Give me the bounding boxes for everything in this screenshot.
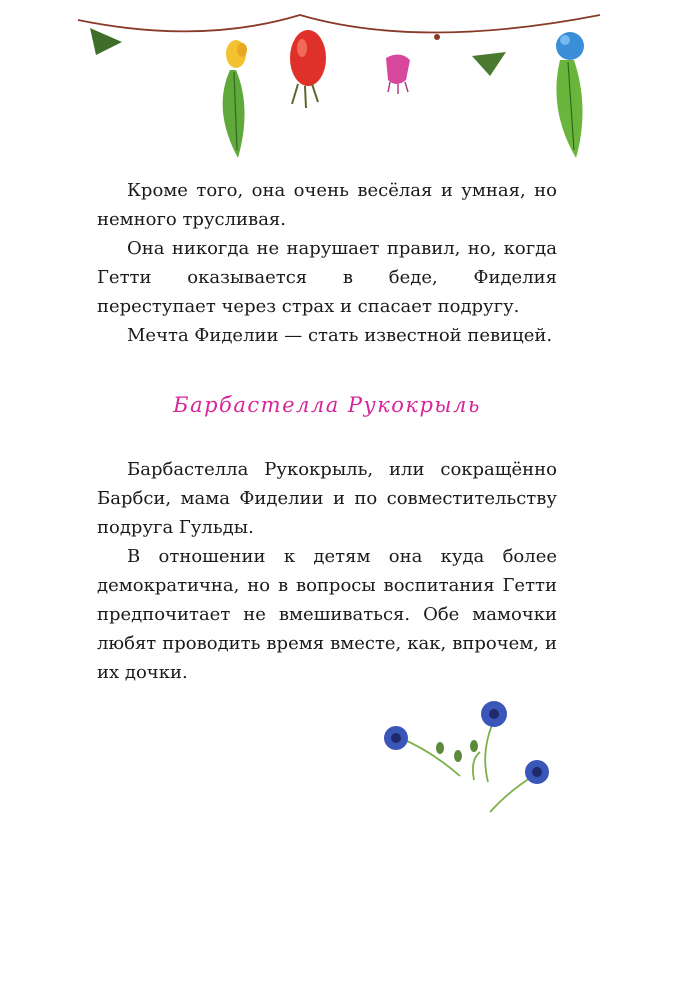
- cornflower-illustration: [370, 690, 570, 820]
- text-block-top: [97, 176, 557, 350]
- leaf-icon: [223, 70, 245, 158]
- rosehip-icon: [290, 30, 326, 86]
- paragraph: Барбастелла Рукокрыль, или сокращённо Барбси, мама Фиделии и по совместительству подруга Гульды.: [97, 459, 557, 538]
- paragraph: Мечта Фиделии — стать известной певицей.: [127, 325, 553, 346]
- leaf-flag-icon: [472, 52, 506, 76]
- cornflower-icon: [481, 701, 507, 727]
- cornflower-icon: [384, 726, 408, 750]
- bell-flower-icon: [386, 54, 410, 84]
- section-heading: Барбастелла Рукокрыль: [173, 393, 481, 417]
- paragraph: В отношении к детям она куда более демократична, но в вопросы воспитания Гетти предпочитает не вмешиваться. Обе мамочки любят проводить время вместе, как, впрочем, и их дочки.: [97, 546, 557, 683]
- garland-illustration: [0, 0, 682, 170]
- blue-flower-icon: [556, 32, 584, 60]
- cornflower-icon: [525, 760, 549, 784]
- paragraph: Она никогда не нарушает правил, но, когда Гетти оказывается в беде, Фиделия переступает через страх и спасает подругу.: [97, 238, 557, 317]
- paragraph: Кроме того, она очень весёлая и умная, но немного трусливая.: [97, 180, 557, 230]
- text-block-bottom: [97, 455, 557, 687]
- leaf-flag-icon: [90, 28, 122, 55]
